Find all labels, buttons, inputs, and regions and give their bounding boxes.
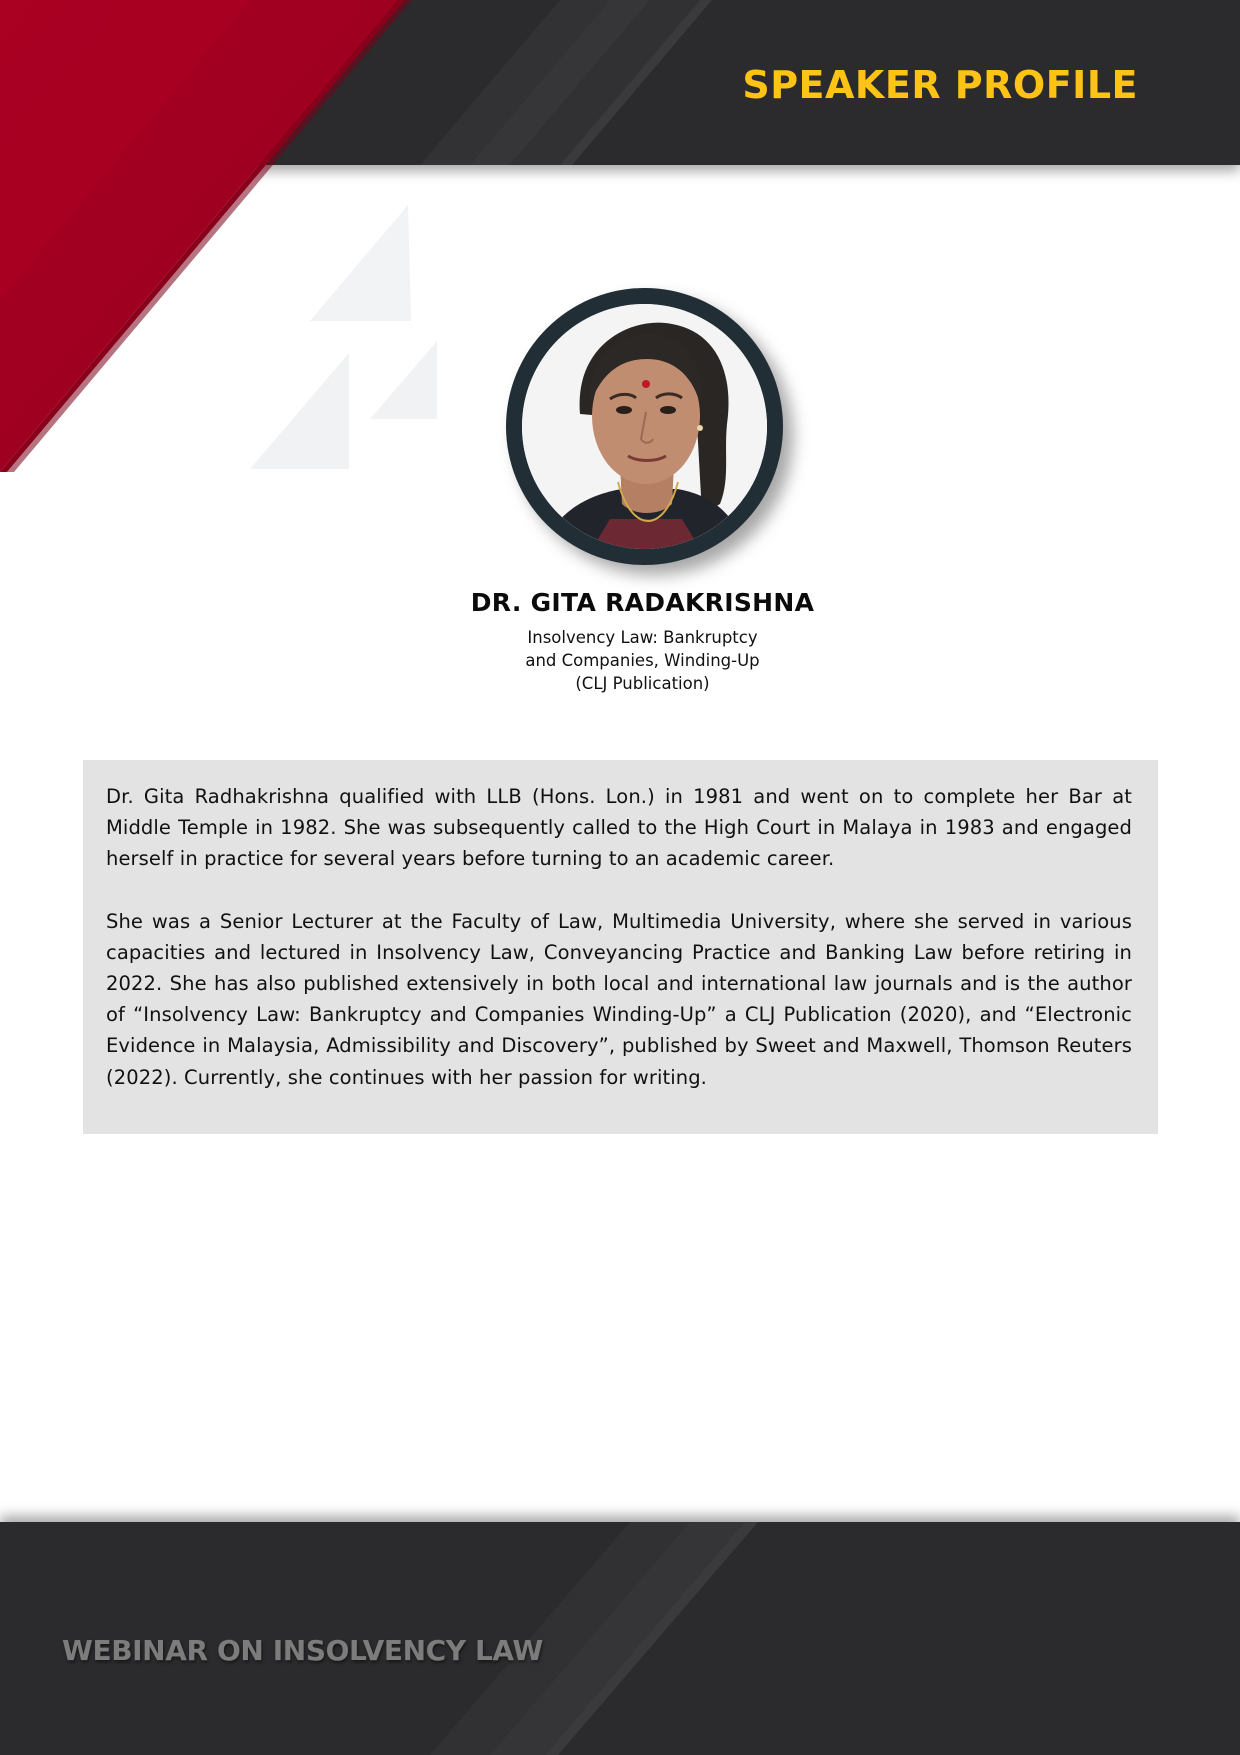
speaker-portrait-image	[522, 304, 767, 549]
speaker-photo	[522, 304, 767, 549]
speaker-name: DR. GITA RADAKRISHNA	[470, 588, 815, 617]
page-title: SPEAKER PROFILE	[742, 63, 1138, 107]
speaker-book-caption	[0, 626, 1240, 695]
biography-paragraph: Dr. Gita Radhakrishna qualified with LLB (Hons. Lon.) in 1981 and went on to complete her Bar at Middle Temple in 1982. She was subsequently called to the High Court in Malaya in 1983 and engaged herself in practice for several years before turning to an academic career.	[106, 785, 1132, 871]
webinar-title: WEBINAR ON INSOLVENCY LAW	[62, 1634, 543, 1667]
biography-paragraph: She was a Senior Lecturer at the Faculty of Law, Multimedia University, where she served in various capacities and lectured in Insolvency Law, Conveyancing Practice and Banking Law before retiring in 2022. She has also published extensively in both local and international law journals and is the author of “Insolvency Law: Bankruptcy and Companies Winding-Up” a CLJ Publication (2020), and “Electronic Evidence in Malaysia, Admissibility and Discovery”, published by Sweet and Maxwell, Thomson Reuters (2022). Currently, she continues with her passion for writing.	[106, 909, 1132, 1089]
footer-band	[0, 1522, 1240, 1755]
book-caption-line: Insolvency Law: Bankruptcy	[527, 628, 758, 647]
book-caption-line: (CLJ Publication)	[575, 674, 710, 693]
biography-box	[83, 760, 1158, 1134]
book-caption-line: and Companies, Winding-Up	[525, 651, 760, 670]
red-corner-accent	[0, 0, 420, 480]
speaker-photo-frame	[506, 288, 783, 565]
